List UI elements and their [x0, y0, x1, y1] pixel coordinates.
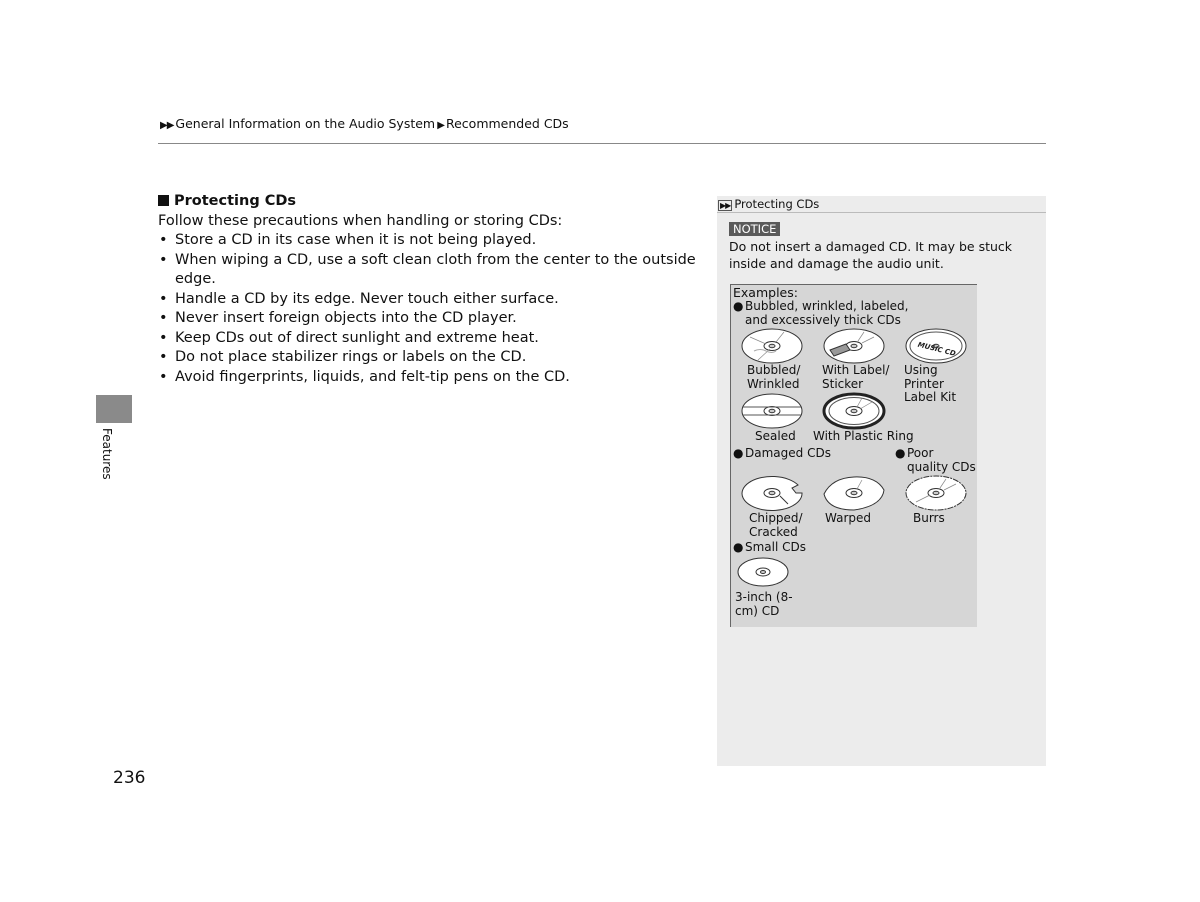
list-item: • Keep CDs out of direct sunlight and extreme heat. — [158, 329, 698, 349]
group-label-poor-quality: Poor quality CDs — [907, 446, 976, 474]
small-cd-icon — [736, 556, 790, 588]
caption-label-sticker: With Label/ Sticker — [822, 363, 890, 391]
list-item: • Handle a CD by its edge. Never touch either surface. — [158, 290, 698, 310]
sidebar-title — [717, 196, 1046, 213]
list-item: • Avoid fingerprints, liquids, and felt-tip pens on the CD. — [158, 368, 698, 388]
caption-warped: Warped — [825, 511, 872, 525]
caption-bubbled: Bubbled/ Wrinkled — [747, 363, 801, 391]
printer-label-cd-icon — [904, 327, 968, 365]
section-heading — [158, 191, 698, 211]
precautions-list — [158, 231, 698, 387]
group-label-damaged: Damaged CDs — [745, 446, 831, 460]
group-label-bubbled: Bubbled, wrinkled, labeled, and excessively thick CDs — [745, 299, 909, 327]
bullet-icon: ● — [733, 540, 744, 554]
double-arrow-icon: ▶▶ — [160, 120, 174, 131]
caption-small-cd: 3-inch (8-cm) CD — [735, 590, 793, 618]
plastic-ring-cd-icon — [822, 392, 886, 430]
list-item: • Never insert foreign objects into the CD player. — [158, 309, 698, 329]
main-content — [158, 191, 698, 387]
list-item: • When wiping a CD, use a soft clean cloth from the center to the outside edge. — [158, 251, 698, 290]
warped-cd-icon — [822, 474, 886, 512]
examples-title: Examples: — [733, 285, 798, 300]
breadcrumb-parent: General Information on the Audio System — [175, 116, 436, 131]
arrow-icon: ▶ — [435, 120, 444, 131]
reference-arrow-icon: ▶▶ — [720, 201, 731, 210]
burrs-cd-icon — [904, 474, 968, 512]
intro-text: Follow these precautions when handling or storing CDs: — [158, 213, 563, 229]
section-heading-text: Protecting CDs — [174, 193, 297, 209]
section-label: Features — [100, 428, 114, 480]
caption-plastic-ring: With Plastic Ring — [813, 429, 914, 443]
caption-burrs: Burrs — [913, 511, 945, 525]
breadcrumb — [160, 116, 569, 131]
bubbled-cd-icon — [740, 327, 804, 365]
label-sticker-cd-icon — [822, 327, 886, 365]
examples-box — [730, 284, 977, 627]
header-divider — [158, 143, 1046, 144]
caption-chipped: Chipped/ Cracked — [749, 511, 803, 539]
bullet-icon: ● — [733, 299, 744, 313]
breadcrumb-current: Recommended CDs — [445, 116, 569, 131]
notice-text: Do not insert a damaged CD. It may be stuck inside and damage the audio unit. — [729, 239, 1013, 271]
list-item: • Do not place stabilizer rings or labels on the CD. — [158, 348, 698, 368]
section-tab-marker — [96, 395, 132, 423]
bullet-icon: ● — [895, 446, 906, 460]
list-item: • Store a CD in its case when it is not being played. — [158, 231, 698, 251]
caption-sealed: Sealed — [755, 429, 796, 443]
group-label-small: Small CDs — [745, 540, 807, 554]
caption-printer-label: Using Printer Label Kit — [904, 363, 957, 404]
sidebar-title-text: Protecting CDs — [734, 197, 820, 211]
printer-label-stamp: MUSIC CD — [916, 340, 957, 358]
page-number: 236 — [113, 768, 146, 788]
bullet-icon: ● — [733, 446, 744, 460]
square-bullet-icon — [158, 195, 169, 206]
sealed-cd-icon — [740, 392, 804, 430]
notice-badge: NOTICE — [729, 222, 780, 236]
chipped-cd-icon — [740, 474, 804, 512]
